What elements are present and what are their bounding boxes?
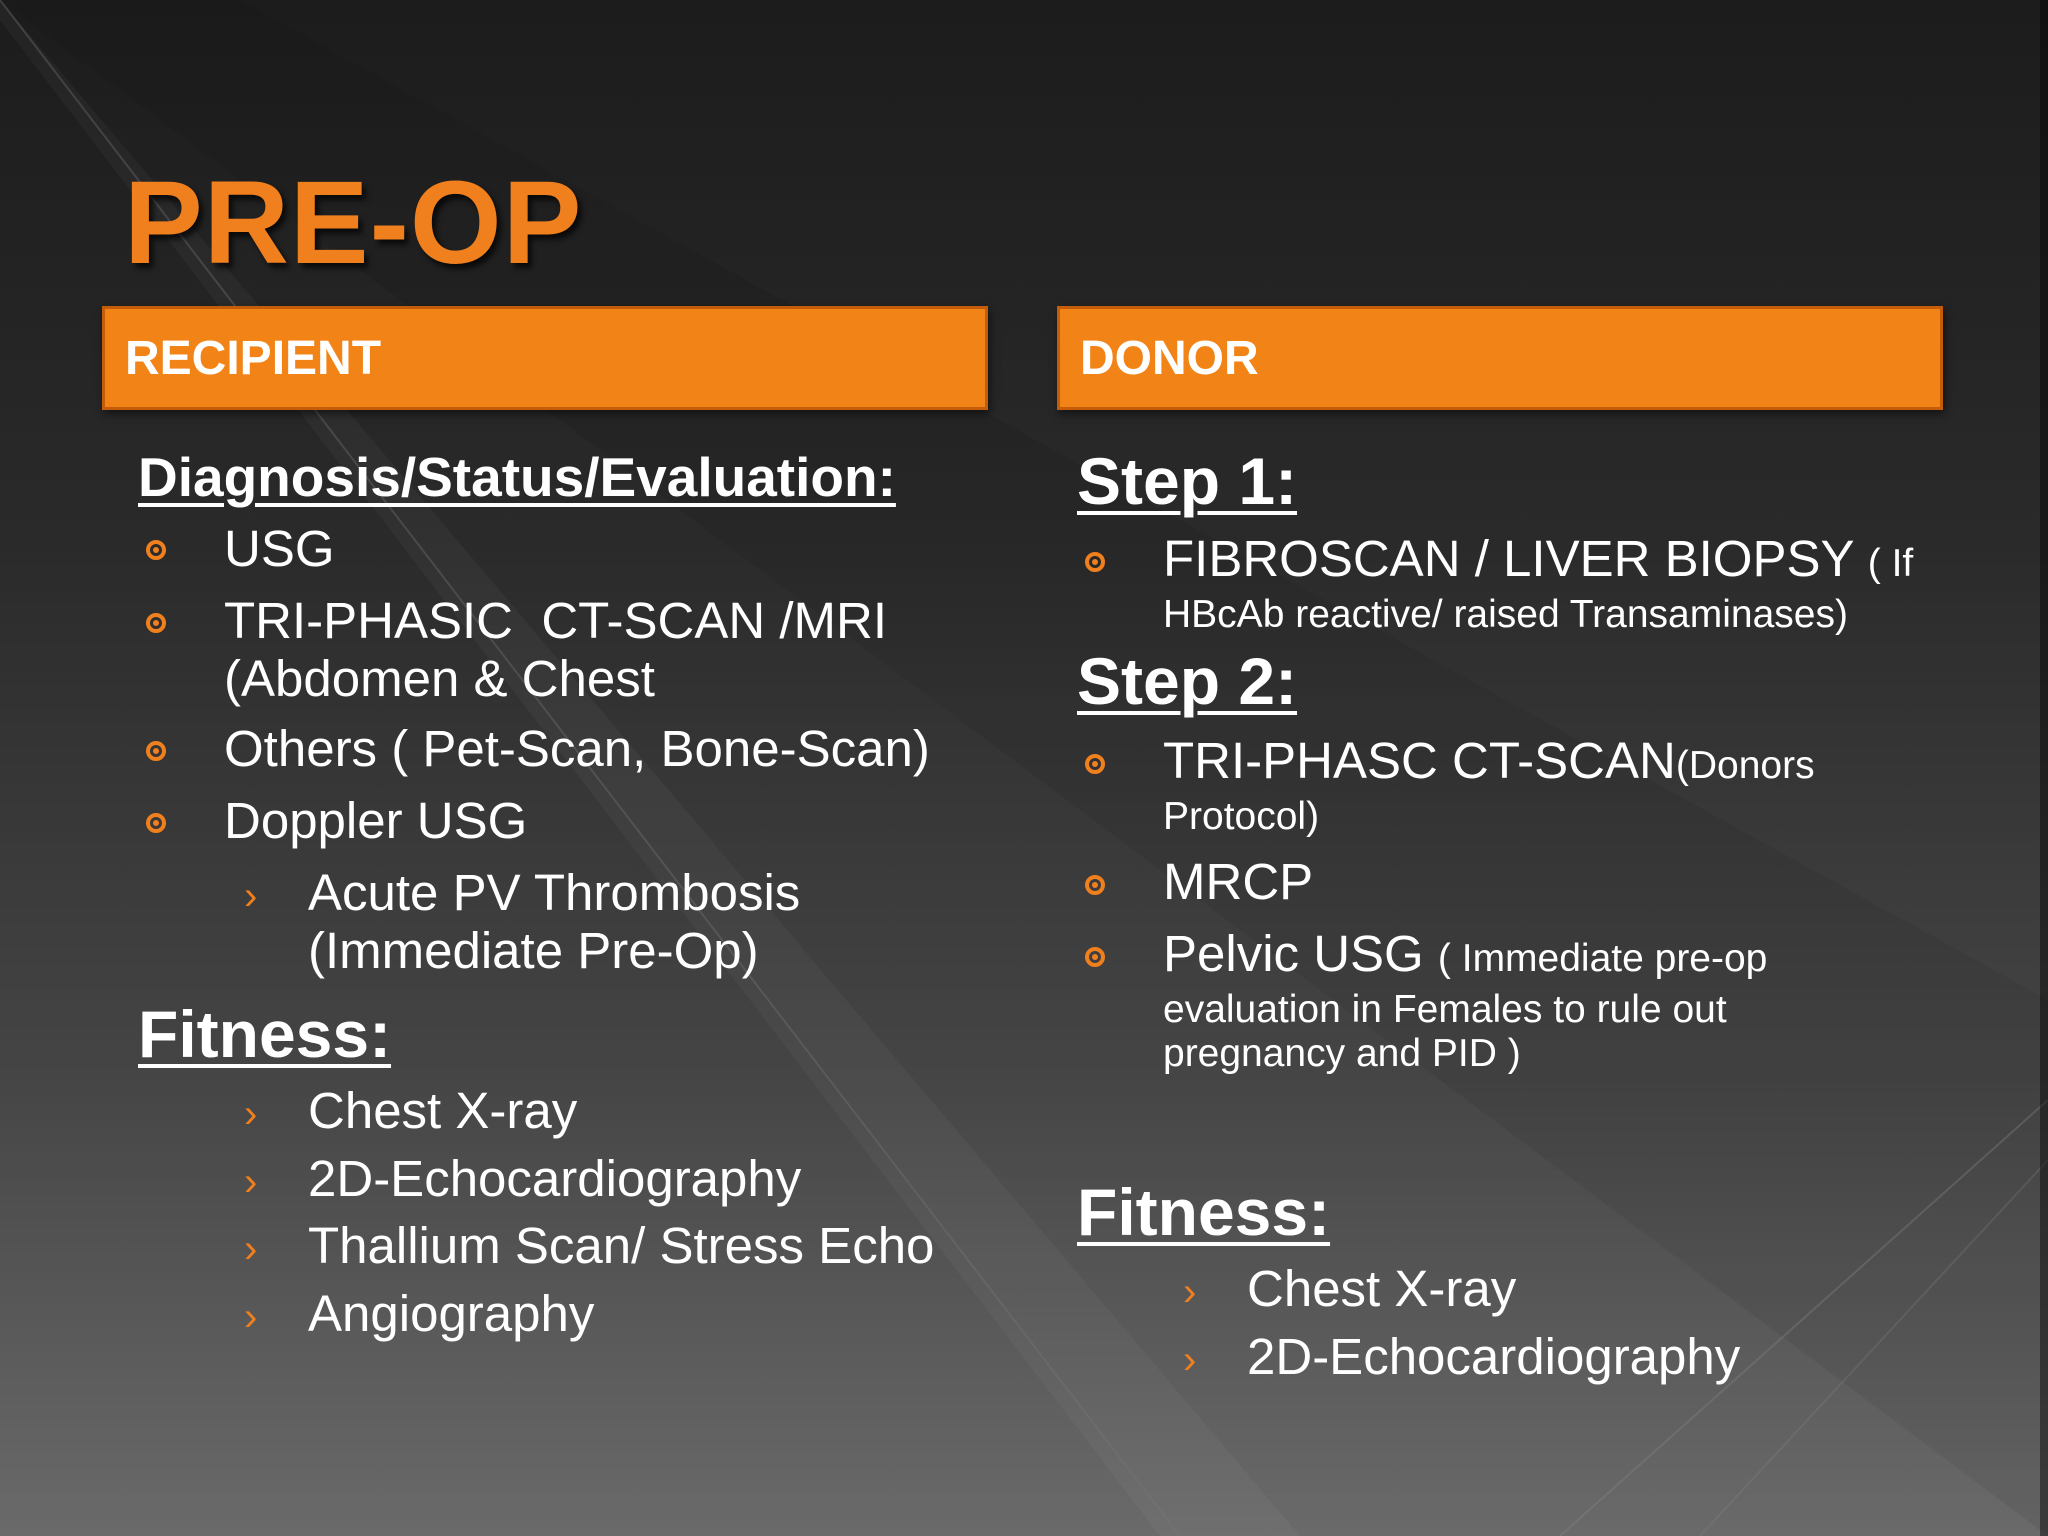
chevron-bullet-icon: › (1183, 1338, 1197, 1382)
doppler-subitem (308, 864, 800, 980)
ring-bullet-icon (146, 813, 166, 833)
donor-header (1057, 306, 1943, 410)
slide-title: PRE-OP (124, 157, 583, 289)
donor-fitness-echo: 2D-Echocardiography (1247, 1328, 1741, 1385)
recipient-header (102, 306, 988, 410)
donor-fitness-chest-xray: Chest X-ray (1247, 1260, 1517, 1317)
list-item-fibroscan (1163, 530, 1913, 637)
list-item-mrcp: MRCP (1163, 853, 1314, 910)
ring-bullet-icon (1085, 754, 1105, 774)
chevron-bullet-icon: › (244, 1295, 258, 1339)
list-item-others: Others ( Pet-Scan, Bone-Scan) (224, 720, 930, 777)
fibroscan-main: FIBROSCAN / LIVER BIOPSY (1163, 530, 1854, 587)
triphasic-line-2: (Abdomen & Chest (224, 650, 655, 707)
triphasc-note-1: (Donors (1675, 744, 1815, 787)
ring-bullet-icon (1085, 947, 1105, 967)
pelvic-note-2: evaluation in Females to rule out (1163, 988, 1727, 1031)
fitness-item-thallium: Thallium Scan/ Stress Echo (308, 1217, 935, 1274)
fitness-item-echo: 2D-Echocardiography (308, 1150, 802, 1207)
ring-bullet-icon (146, 741, 166, 761)
fibroscan-note-1: ( If (1867, 542, 1914, 585)
chevron-bullet-icon: › (244, 874, 258, 918)
chevron-bullet-icon: › (244, 1227, 258, 1271)
ring-bullet-icon (146, 540, 166, 560)
donor-header-label: DONOR (1080, 331, 1259, 385)
list-item-triphasc (1163, 732, 1815, 839)
list-item-pelvic (1163, 925, 1767, 1076)
list-item-usg: USG (224, 520, 335, 577)
pelvic-main: Pelvic USG (1163, 925, 1424, 982)
triphasic-line-1: TRI-PHASIC CT-SCAN /MRI (224, 592, 888, 649)
step1-heading: Step 1: (1077, 444, 1298, 518)
triphasc-main: TRI-PHASC CT-SCAN (1163, 732, 1676, 789)
ring-bullet-icon (146, 613, 166, 633)
recipient-fitness-heading: Fitness: (138, 997, 392, 1071)
pelvic-note-3: pregnancy and PID ) (1163, 1032, 1521, 1075)
list-item-doppler: Doppler USG (224, 792, 528, 849)
ring-bullet-icon (1085, 875, 1105, 895)
list-item-triphasic (224, 592, 887, 708)
fibroscan-note-2: HBcAb reactive/ raised Transaminases) (1163, 593, 1848, 636)
diagnosis-heading: Diagnosis/Status/Evaluation: (138, 446, 896, 508)
pelvic-note-1: ( Immediate pre-op (1437, 937, 1768, 980)
chevron-bullet-icon: › (244, 1160, 258, 1204)
triphasc-note-2: Protocol) (1163, 795, 1320, 838)
fitness-item-angiography: Angiography (308, 1285, 595, 1342)
doppler-sub-line-1: Acute PV Thrombosis (308, 864, 801, 921)
step2-heading: Step 2: (1077, 644, 1298, 718)
doppler-sub-line-2: (Immediate Pre-Op) (308, 922, 759, 979)
donor-fitness-heading: Fitness: (1077, 1175, 1331, 1249)
ring-bullet-icon (1085, 552, 1105, 572)
chevron-bullet-icon: › (244, 1092, 258, 1136)
chevron-bullet-icon: › (1183, 1270, 1197, 1314)
fitness-item-chest-xray: Chest X-ray (308, 1082, 578, 1139)
recipient-header-label: RECIPIENT (125, 331, 382, 385)
